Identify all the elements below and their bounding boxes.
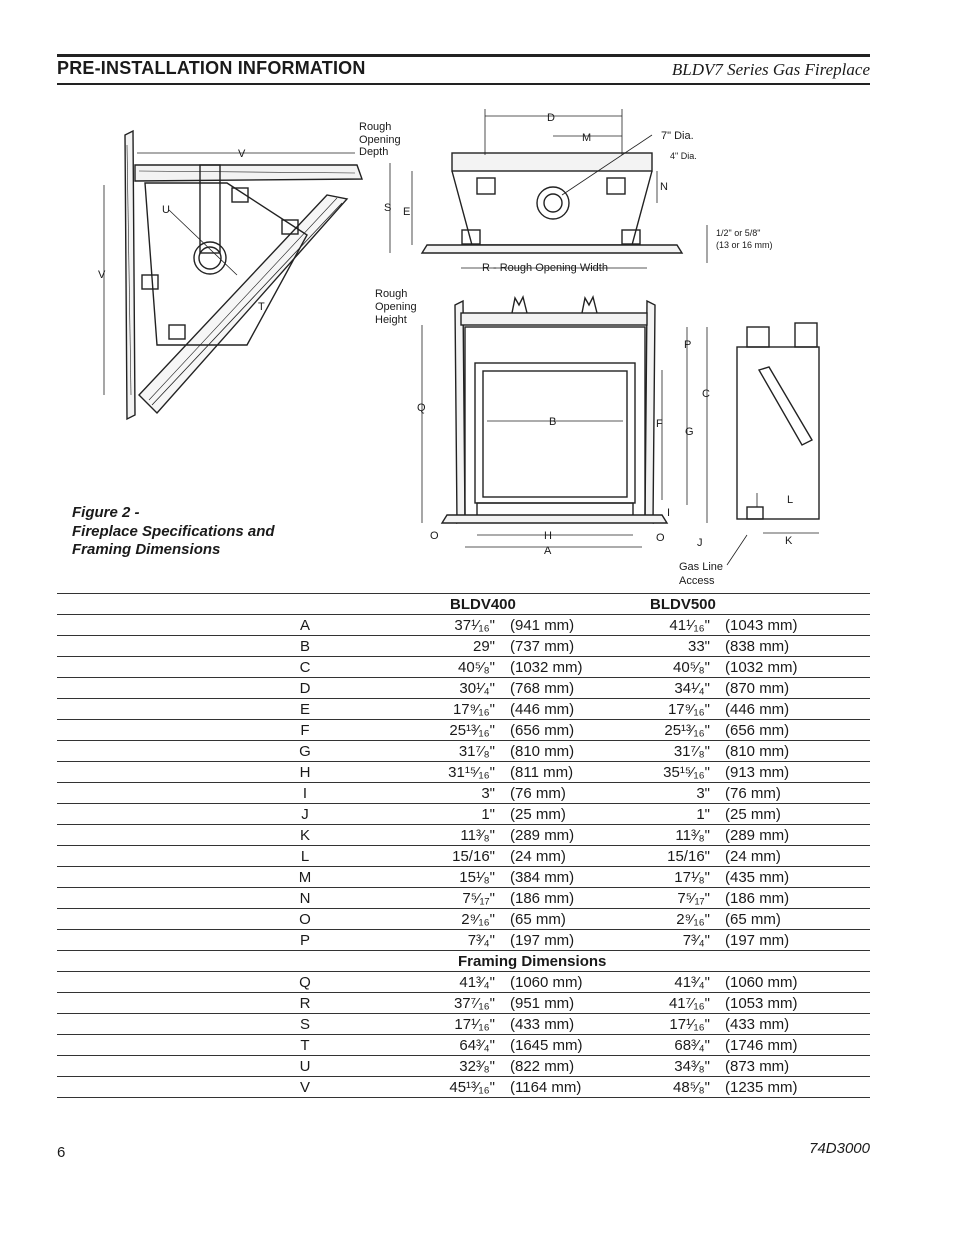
bldv400-inches: 1" [395, 804, 510, 825]
callout-rough-height-1: Rough [375, 288, 408, 300]
bldv400-inches: 11³⁄₈" [395, 825, 510, 846]
dim-label-l: L [787, 494, 794, 506]
bldv400-mm: (25 mm) [510, 804, 610, 825]
bldv500-inches: 17¹⁄₈" [610, 867, 725, 888]
bldv500-mm: (873 mm) [725, 1056, 870, 1077]
bldv400-inches: 15/16" [395, 846, 510, 867]
dim-label-d: D [547, 112, 555, 124]
bldv500-inches: 35¹⁵⁄₁₆" [610, 762, 725, 783]
dim-label-o-right: O [656, 532, 665, 544]
dim-label-c: C [702, 388, 710, 400]
table-row [57, 741, 870, 762]
dim-letter: K [57, 825, 395, 846]
bldv400-mm: (65 mm) [510, 909, 610, 930]
table-row [57, 1056, 870, 1077]
dim-label-u: U [162, 204, 170, 216]
bldv400-mm: (1032 mm) [510, 657, 610, 678]
bldv500-mm: (197 mm) [725, 930, 870, 951]
bldv400-inches: 31⁷⁄₈" [395, 741, 510, 762]
bldv500-mm: (1746 mm) [725, 1035, 870, 1056]
bldv500-inches: 7⁵⁄₁₇" [610, 888, 725, 909]
table-row [57, 804, 870, 825]
dim-label-n: N [660, 181, 668, 193]
bldv500-mm: (1053 mm) [725, 993, 870, 1014]
bldv500-inches: 41³⁄₄" [610, 972, 725, 993]
bldv400-mm: (822 mm) [510, 1056, 610, 1077]
table-row [57, 825, 870, 846]
bldv400-inches: 15¹⁄₈" [395, 867, 510, 888]
bldv500-mm: (1043 mm) [725, 615, 870, 636]
dim-label-m: M [582, 132, 592, 144]
callout-clearance-1: 1/2" or 5/8" [716, 228, 761, 238]
bldv500-inches: 40⁵⁄₈" [610, 657, 725, 678]
dim-letter: C [57, 657, 395, 678]
figure-caption-line1: Figure 2 - [72, 504, 140, 521]
table-row [57, 930, 870, 951]
table-row [57, 1014, 870, 1035]
callout-rough-height-2: Opening [375, 301, 417, 313]
bldv500-inches: 17¹⁄₁₆" [610, 1014, 725, 1035]
bldv500-inches: 7³⁄₄" [610, 930, 725, 951]
table-row [57, 762, 870, 783]
dim-label-h: H [544, 530, 552, 542]
page-number: 6 [57, 1144, 66, 1161]
dim-label-k: K [785, 535, 793, 547]
header-top-rule [57, 54, 870, 57]
framing-header-row [57, 951, 870, 972]
bldv500-inches: 34¹⁄₄" [610, 678, 725, 699]
bldv500-inches: 17⁹⁄₁₆" [610, 699, 725, 720]
bldv400-mm: (1164 mm) [510, 1077, 610, 1098]
document-number: 74D3000 [809, 1140, 870, 1157]
page-title: PRE-INSTALLATION INFORMATION [57, 58, 366, 78]
dim-label-i: I [667, 507, 671, 519]
dim-letter: I [57, 783, 395, 804]
bldv400-inches: 45¹³⁄₁₆" [395, 1077, 510, 1098]
figure-caption [72, 504, 275, 560]
bldv400-inches: 32³⁄₈" [395, 1056, 510, 1077]
bldv500-mm: (838 mm) [725, 636, 870, 657]
bldv500-inches: 34³⁄₈" [610, 1056, 725, 1077]
bldv400-mm: (24 mm) [510, 846, 610, 867]
bldv500-inches: 33" [610, 636, 725, 657]
dim-label-v-top: V [238, 148, 246, 160]
col-header-bldv400: BLDV400 [395, 594, 610, 615]
bldv500-mm: (810 mm) [725, 741, 870, 762]
dim-letter: Q [57, 972, 395, 993]
bldv400-mm: (1645 mm) [510, 1035, 610, 1056]
bldv500-inches: 11³⁄₈" [610, 825, 725, 846]
table-row [57, 699, 870, 720]
bldv500-mm: (289 mm) [725, 825, 870, 846]
table-row [57, 720, 870, 741]
bldv400-mm: (446 mm) [510, 699, 610, 720]
bldv400-mm: (197 mm) [510, 930, 610, 951]
callout-rough-depth-1: Rough [359, 121, 392, 133]
dim-letter: D [57, 678, 395, 699]
header-bottom-rule [57, 83, 870, 85]
dim-letter: M [57, 867, 395, 888]
bldv500-inches: 3" [610, 783, 725, 804]
product-subtitle: BLDV7 Series Gas Fireplace [671, 60, 870, 79]
col-header-bldv500: BLDV500 [610, 594, 870, 615]
bldv500-mm: (25 mm) [725, 804, 870, 825]
specification-table [57, 593, 870, 1098]
dim-label-a: A [544, 545, 552, 557]
table-row [57, 678, 870, 699]
dim-letter: G [57, 741, 395, 762]
bldv400-inches: 2⁹⁄₁₆" [395, 909, 510, 930]
table-row [57, 657, 870, 678]
dim-letter: V [57, 1077, 395, 1098]
dim-label-j: J [697, 537, 703, 549]
dim-label-b: B [549, 416, 557, 428]
bldv500-mm: (1032 mm) [725, 657, 870, 678]
bldv400-mm: (768 mm) [510, 678, 610, 699]
bldv500-mm: (65 mm) [725, 909, 870, 930]
callout-rough-width: R - Rough Opening Width [482, 262, 608, 274]
bldv400-mm: (941 mm) [510, 615, 610, 636]
dim-letter: N [57, 888, 395, 909]
callout-gas-line-2: Access [679, 575, 715, 587]
bldv400-mm: (186 mm) [510, 888, 610, 909]
bldv500-mm: (446 mm) [725, 699, 870, 720]
table-row [57, 972, 870, 993]
bldv400-mm: (1060 mm) [510, 972, 610, 993]
bldv400-mm: (811 mm) [510, 762, 610, 783]
bldv400-inches: 30¹⁄₄" [395, 678, 510, 699]
callout-rough-depth-2: Opening [359, 134, 401, 146]
bldv400-inches: 29" [395, 636, 510, 657]
callout-clearance-2: (13 or 16 mm) [716, 240, 773, 250]
table-row [57, 1035, 870, 1056]
dim-letter: P [57, 930, 395, 951]
bldv500-mm: (1060 mm) [725, 972, 870, 993]
bldv400-mm: (433 mm) [510, 1014, 610, 1035]
dim-letter: O [57, 909, 395, 930]
bldv400-inches: 37⁷⁄₁₆" [395, 993, 510, 1014]
bldv400-inches: 64³⁄₄" [395, 1035, 510, 1056]
dim-label-e: E [403, 206, 411, 218]
dim-letter: J [57, 804, 395, 825]
bldv500-mm: (433 mm) [725, 1014, 870, 1035]
bldv500-mm: (24 mm) [725, 846, 870, 867]
dim-letter: S [57, 1014, 395, 1035]
callout-gas-line-1: Gas Line [679, 561, 724, 573]
dim-label-f: F [656, 418, 663, 430]
table-row [57, 993, 870, 1014]
table-header-row [57, 594, 870, 615]
bldv400-inches: 7⁵⁄₁₇" [395, 888, 510, 909]
framing-dimensions-heading: Framing Dimensions [395, 951, 870, 972]
bldv400-mm: (656 mm) [510, 720, 610, 741]
table-row [57, 888, 870, 909]
bldv500-inches: 2⁹⁄₁₆" [610, 909, 725, 930]
dim-label-s: S [384, 202, 392, 214]
dim-letter: T [57, 1035, 395, 1056]
bldv500-mm: (913 mm) [725, 762, 870, 783]
dim-letter: R [57, 993, 395, 1014]
dim-letter: F [57, 720, 395, 741]
dim-label-g: G [685, 426, 694, 438]
bldv500-mm: (870 mm) [725, 678, 870, 699]
bldv400-inches: 31¹⁵⁄₁₆" [395, 762, 510, 783]
callout-rough-height-3: Height [375, 314, 407, 326]
dim-label-v-side: V [98, 269, 106, 281]
bldv400-mm: (76 mm) [510, 783, 610, 804]
table-row [57, 909, 870, 930]
bldv500-inches: 31⁷⁄₈" [610, 741, 725, 762]
table-row [57, 783, 870, 804]
side-elevation-view [727, 323, 819, 565]
bldv400-inches: 17¹⁄₁₆" [395, 1014, 510, 1035]
callout-4-dia: 4" Dia. [670, 151, 697, 161]
dim-label-t: T [258, 301, 265, 313]
bldv500-inches: 68³⁄₄" [610, 1035, 725, 1056]
dim-letter: H [57, 762, 395, 783]
bldv500-mm: (76 mm) [725, 783, 870, 804]
bldv400-inches: 7³⁄₄" [395, 930, 510, 951]
bldv500-inches: 41⁷⁄₁₆" [610, 993, 725, 1014]
bldv500-mm: (656 mm) [725, 720, 870, 741]
callout-7-dia: 7" Dia. [661, 130, 694, 142]
bldv500-inches: 15/16" [610, 846, 725, 867]
bldv400-inches: 17⁹⁄₁₆" [395, 699, 510, 720]
bldv500-inches: 1" [610, 804, 725, 825]
bldv400-inches: 3" [395, 783, 510, 804]
bldv400-mm: (289 mm) [510, 825, 610, 846]
bldv500-inches: 25¹³⁄₁₆" [610, 720, 725, 741]
table-row [57, 867, 870, 888]
bldv500-mm: (435 mm) [725, 867, 870, 888]
table-row [57, 615, 870, 636]
figure-caption-line3: Framing Dimensions [72, 541, 221, 558]
bldv400-mm: (384 mm) [510, 867, 610, 888]
bldv500-inches: 48⁵⁄₈" [610, 1077, 725, 1098]
dim-label-o-left: O [430, 530, 439, 542]
dim-letter: A [57, 615, 395, 636]
bldv400-mm: (951 mm) [510, 993, 610, 1014]
bldv500-inches: 41¹⁄₁₆" [610, 615, 725, 636]
dim-letter: B [57, 636, 395, 657]
dim-label-q: Q [417, 402, 426, 414]
bldv400-mm: (737 mm) [510, 636, 610, 657]
dim-letter: U [57, 1056, 395, 1077]
table-row [57, 1077, 870, 1098]
corner-plan-view [104, 131, 362, 419]
callout-rough-depth-3: Depth [359, 146, 389, 158]
dim-label-p: P [684, 339, 692, 351]
bldv400-inches: 41³⁄₄" [395, 972, 510, 993]
bldv400-inches: 40⁵⁄₈" [395, 657, 510, 678]
bldv400-inches: 25¹³⁄₁₆" [395, 720, 510, 741]
table-row [57, 846, 870, 867]
front-elevation-view [422, 297, 707, 547]
bldv400-inches: 37¹⁄₁₆" [395, 615, 510, 636]
dim-letter: L [57, 846, 395, 867]
dim-letter: E [57, 699, 395, 720]
bldv400-mm: (810 mm) [510, 741, 610, 762]
bldv500-mm: (186 mm) [725, 888, 870, 909]
figure-caption-line2: Fireplace Specifications and [72, 522, 275, 540]
table-row [57, 636, 870, 657]
bldv500-mm: (1235 mm) [725, 1077, 870, 1098]
